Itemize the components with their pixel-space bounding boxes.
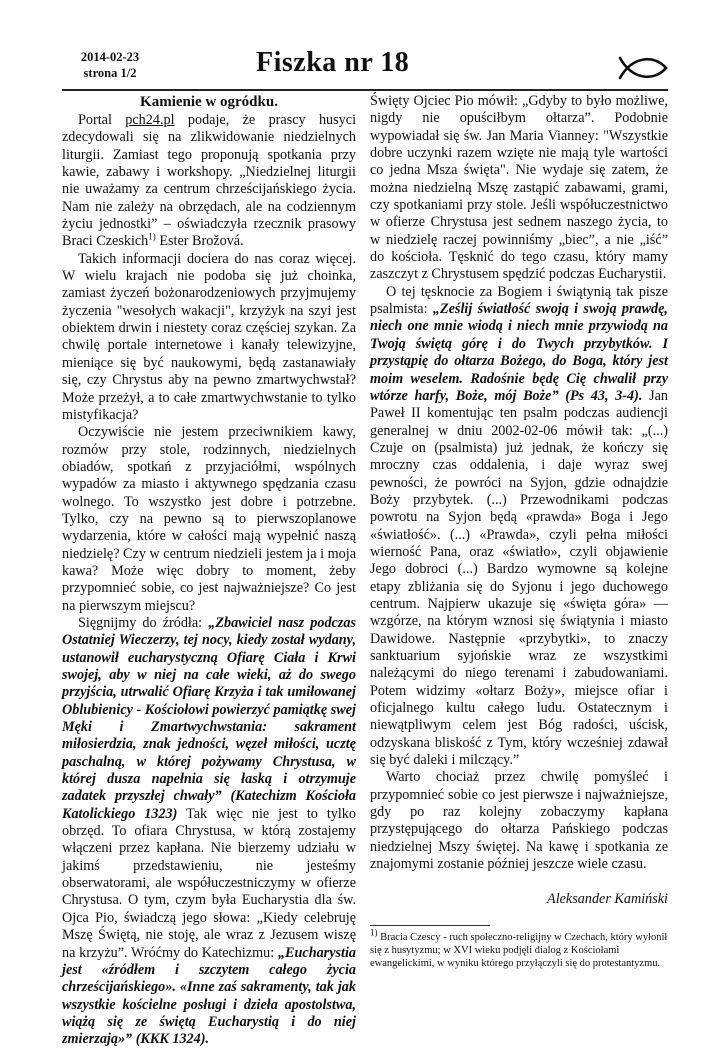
p5-text-a: O tej tęsknocie za Bogiem i świątynią tak pisze psalmista: (370, 283, 668, 318)
p4-text-a: Sięgnijmy do źródła: (78, 614, 209, 631)
catechism-quote-1323: „Zbawiciel nasz podczas Ostatniej Wieczerzy, tej nocy, kiedy został wydany, ustanowił eucharystyczną Ofiarę Ciała i Krwi swojej, aby w niej na całe wieki, aż do swego przyjścia, utrwalić Ofiarę Krzyża i tak umiłowanej Oblubienicy - Kościołowi powierzyć pamiątkę swej Męki i Zmartwychwstania: sakrament miłosierdzia, znak jedności, węzeł miłości, ucztę paschalną, w której pożywamy Chrystusa, w której dusza napełnia się łaską i otrzymuje zadatek przyszłej chwały” (Katechizm Kościoła Katolickiego 1323) (62, 614, 356, 822)
paragraph-5 (370, 284, 668, 770)
article-heading: Kamienie w ogródku. (140, 94, 278, 110)
p4-text-b: Tak więc nie jest to tylko obrzęd. To ofiara Chrystusa, w którą zostajemy włączeni przez kapłana. Nie bierzemy udziału w jakimś przedstawieniu, nie jesteśmy obserwatorami, ale współuczestniczymy w ofierze Chrystusa. O tym, czym była Eucharystia dla św. Ojca Pio, świadczą jego słowa: „Kiedy celebruję Mszę Świętą, nie stoję, ale wraz z Jezusem wiszę na krzyżu”. Wróćmy do Katechizmu: (62, 805, 356, 961)
article-column-left (62, 93, 356, 1049)
paragraph-3: Oczywiście nie jestem przeciwnikiem kawy, rozmów przy stole, rodzinnych, niedzielnych obiadów, spotkań z przyjaciółmi, wspólnych wypadów za miasto i aktywnego spędzania czasu wolnego. To wszystko jest dobre i potrzebne. Tylko, czy na pewno są to pierwszoplanowe wydarzenia, które w całości mają wypełnić naszą niedzielę? Czy w centrum niedzieli jestem ja i moja kawa? Może więc dobry to moment, żeby przypomnieć sobie, co jest najważniejsze? Co jest na pierwszym miejscu? (62, 424, 356, 614)
header-divider (62, 89, 668, 91)
p5-text-b: Jan Paweł II komentując ten psalm podczas audiencji generalnej w dniu 2002-02-06 mówił tak: „(...) Czuje on (psalmista) już jednak, że kończy się mroczny czas oddalenia, i daje wyraz swej pewności, że powróci na Syjon, gdzie odnajdzie Boży przybytek. (...) Przewodnikami podczas powrotu na Syjon będą «prawda» Boga i Jego «światłość». (...) «Prawda», czyli pełna miłości wierność Pana, oraz «światło», czyli objawienie Jego dobroci (...) Bardzo wymowne są kolejne etapy zbliżania się do Syjonu i jego duchowego centrum. Najpierw ukazuje się «święta góra» — wzgórze, na którym wznosi się świątynia i miasto Dawidowe. Następnie «przybytki», to znaczy sanktuarium syjońskie wraz ze wszystkimi należącymi do niego terenami i zabudowaniami. Potem widzimy «ołtarz Boży», miejsce ofiar i oficjalnego kultu całego ludu. Ostatecznym i niewątpliwym celem jest Bóg radości, uścisk, odzyskana bliskość z Tym, który wcześniej zdawał się być daleki i milczący.” (370, 387, 668, 769)
p1-text-a: Portal (78, 112, 126, 128)
author-signature: Aleksander Kamiński (547, 891, 668, 908)
psalm-quote: „Ześlij światłość swoją i swoją prawdę, niech one mnie wiodą i niech mnie przywiodą na Twoją świętą górę i do Twych przybytków. I przystąpię do ołtarza Bożego, do Boga, który jest moim weselem. Radośnie będę Cię chwalił przy wtórze harfy, Boże, mój Boże” (Ps 43, 3-4). (370, 301, 668, 404)
p1-text-c: Ester Brožová. (155, 233, 244, 250)
paragraph-6: Warto chociaż przez chwilę pomyśleć i przypomnieć sobie co jest pierwsze i najważniejsze, gdy po raz kolejny zobaczymy kapłana przystępującego do ołtarza Pańskiego podczas niedzielnej Mszy świętej. Na kawę i spotkania ze znajomymi zostanie później jeszcze wiele czasu. (370, 769, 668, 873)
paragraph-4-part-2: Święty Ojciec Pio mówił: „Gdyby to było możliwe, nigdy nie opuściłbym ołtarza”. Podobnie wypowiadał się św. Jan Maria Vianney: "Wszystkie dobre uczynki razem wzięte nie mają tyle wartości co jedna Msza święta". Nie wydaje się zatem, że można niedzielną Mszę zastąpić zabawami, grami, czy spotkaniami przy stole. Jeśli współuczestnictwo w ofierze Chrystusa jest sednem naszego życia, to w niedzielę raczej powinniśmy „biec”, a nie „iść” do kościoła. Tęsknić do tego czasu, który mamy zaszczyt z Chrystusem spędzić podczas Eucharystii. (370, 93, 668, 283)
page-number: strona 1/2 (83, 66, 137, 80)
footnote-text: Bracia Czescy - ruch społeczno-religijny w Czechach, który wyłonił się z husytyzmu; w XVI wieku podjęli dialog z Kościołami ewangelickimi, w wyniku którego przyłączyli się do protestantyzmu. (370, 931, 668, 969)
issue-date: 2014-02-23 (80, 50, 140, 64)
page-title: Fiszka nr 18 (256, 47, 410, 78)
footnote-mark: 1) (370, 927, 378, 938)
page-header (0, 0, 725, 96)
paragraph-2: Takich informacji dociera do nas coraz więcej. W wielu krajach nie podoba się już choinka, zamiast życzeń bożonarodzeniowych przyjmujemy życzenia "wesołych wakacji", krzyżyk na szyi jest obiektem drwin i niestety coraz częściej szykan. Za chwilę portale internetowe i kanały telewizyjne, mieniące się być naukowymi, będą zastanawiały się, czy Chrystus aby na pewno zmartwychwstał? Może przeżył, a to całe zmartwychwstanie to tylko mistyfikacja? (62, 250, 356, 423)
paragraph-4-part-1 (62, 615, 356, 1049)
footnote-ref: 1) (148, 231, 156, 242)
article-column-right (370, 93, 668, 970)
footnote-divider (370, 925, 490, 926)
footnote (370, 927, 668, 970)
ichthys-fish-icon (617, 55, 669, 81)
source-link[interactable]: pch24.pl (125, 112, 175, 128)
catechism-quote-1324: „Eucharystia jest «źródłem i szczytem całego życia chrześcijańskiego». «Inne zaś sakramenty, tak jak wszystkie kościelne posługi i dzieła apostolstwa, wiążą się ze świętą Eucharystią i do niej zmierzają»” (KKK 1324). (62, 944, 356, 1048)
p1-text-b: podaje, że prascy husyci zdecydowali się na zlikwidowanie niedzielnych liturgii. Zamiast tego proponują spotkania przy kawie, zabawy i workshopy. „Niedzielnej liturgii nie uważamy za centrum chrześcijańskiego życia. Nam nie zależy na obrzędach, ale na codziennym życiu jednostki” – oświadczyła rzecznik prasowy Braci Czeskich (62, 112, 357, 250)
paragraph-1 (62, 112, 356, 251)
